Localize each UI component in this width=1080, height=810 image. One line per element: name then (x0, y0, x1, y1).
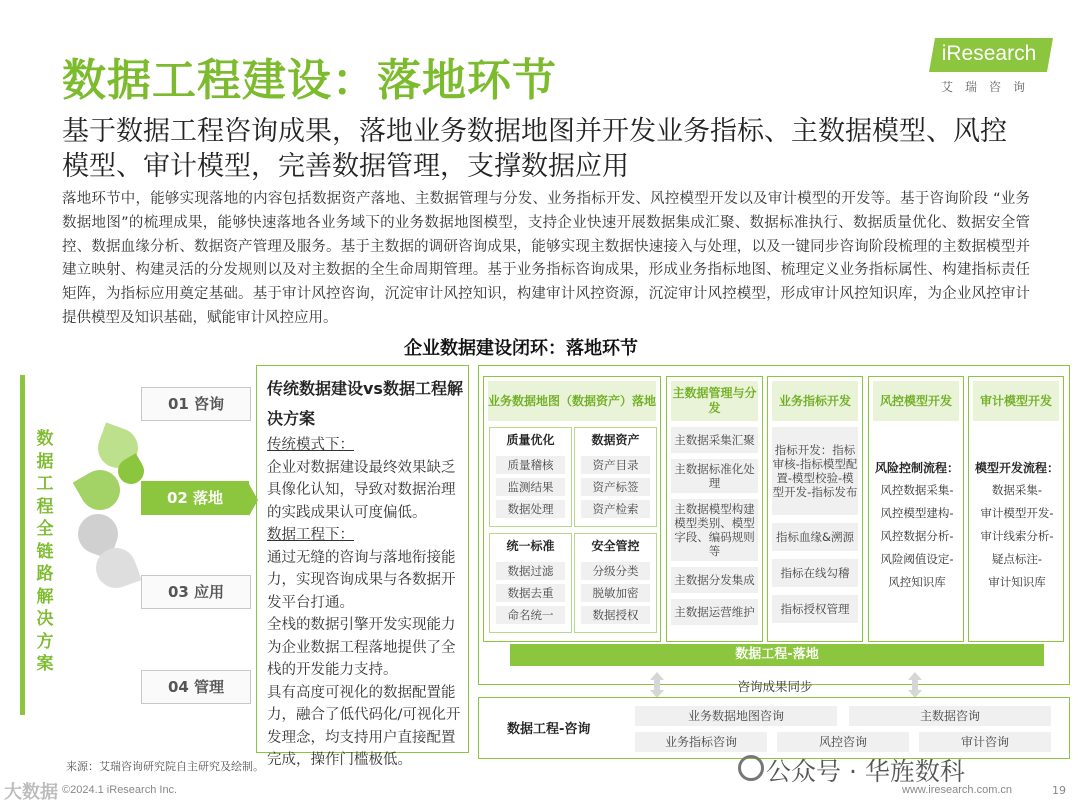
flow-step: 风控数据分析- (880, 529, 954, 543)
chip: 主数据分发集成 (671, 567, 758, 593)
column-audit (968, 376, 1064, 642)
chip: 数据授权 (581, 606, 650, 624)
watermark: 公众号 · 华旌数科 (766, 757, 965, 786)
chip: 质量稽核 (496, 456, 565, 474)
flow-step: 审计模型开发- (980, 506, 1054, 520)
column-head-metrics: 业务指标开发 (772, 381, 858, 421)
chip: 指标开发：指标审核-指标模型配置-模型校验-模型开发-指标发布 (772, 427, 858, 515)
group-head: 安全管控 (591, 539, 640, 553)
column-data-map (483, 376, 661, 642)
chip: 资产检索 (581, 500, 650, 518)
flow-step: 疑点标注- (991, 552, 1043, 566)
chip: 资产标签 (581, 478, 650, 496)
chip: 主数据运营维护 (671, 599, 758, 625)
group-assets (574, 427, 657, 527)
chip: 资产目录 (581, 456, 650, 474)
chip: 数据处理 (496, 500, 565, 518)
sync-label: 咨询成果同步 (737, 679, 813, 694)
step-management[interactable]: 04 管理 (141, 670, 251, 704)
consult-chip: 主数据咨询 (849, 706, 1051, 726)
consult-title: 数据工程-咨询 (507, 722, 591, 737)
side-vertical-label: 数据工程全链路解决方案 (36, 429, 54, 674)
chip: 指标授权管理 (772, 595, 858, 623)
copyright: ©2024.1 iResearch Inc. (62, 784, 178, 796)
audit-flow-title: 模型开发流程： (974, 461, 1059, 475)
watermark-left: 大数据 (4, 782, 58, 803)
panel-title: 传统数据建设vs数据工程解决方案 (267, 379, 463, 428)
iresearch-logo (926, 38, 1052, 98)
engineering-heading: 数据工程下： (267, 527, 354, 543)
logo-text: iResearch (941, 42, 1037, 65)
chip: 脱敏加密 (581, 584, 650, 602)
body-paragraph: 落地环节中，能够实现落地的内容包括数据资产落地、主数据管理与分发、业务指标开发、风控模型开发以及审计模型的开发等。基于咨询阶段 “业务数据地图”的梳理成果，能够快速落地各业务域下的业务数据地图模型，支持企业快速开展数据集成汇聚、数据标准执行、数据质量优化、数据安全管控、数据血缘分析、数据资产管理及服务。基于主数据的调研咨询成果，能够实现主数据快速接入与处理，以及一键同步咨询阶段梳理的主数据模型并建立映射、构建灵活的分发规则以及对主数据的全生命周期管理。基于业务指标咨询成果，形成业务指标地图、梳理定义业务指标属性、构建指标责任矩阵，为指标应用奠定基础。基于审计风控咨询，沉淀审计风控知识，构建审计风控资源，沉淀审计风控模型，形成审计风控知识库，为企业风控审计提供模型及知识基础，赋能审计风控应用。 (62, 191, 1030, 326)
traditional-heading: 传统模式下： (267, 437, 354, 453)
group-head: 质量优化 (506, 433, 555, 447)
chip: 分级分类 (581, 562, 650, 580)
group-head: 统一标准 (506, 539, 555, 553)
chip: 主数据模型构建模型类别、模型字段、编码规则等 (671, 499, 758, 561)
step-application[interactable]: 03 应用 (141, 575, 251, 609)
consult-chip: 业务数据地图咨询 (635, 706, 837, 726)
flow-step: 风险阈值设定- (880, 552, 954, 566)
consult-chip: 业务指标咨询 (635, 732, 767, 752)
chip: 命名统一 (496, 606, 565, 624)
group-head: 数据资产 (591, 433, 640, 447)
chip: 指标血缘&溯源 (772, 523, 858, 551)
wechat-icon (738, 755, 764, 781)
engineering-text-3: 具有高度可视化的数据配置能力，融合了低代码化/可视化开发理念，均支持用户直接配置完成，操作门槛极低。 (267, 684, 461, 768)
page-title: 数据工程建设：落地环节 (62, 55, 557, 106)
consult-box (478, 697, 1070, 759)
column-head-risk: 风控模型开发 (873, 381, 959, 421)
risk-flow-title: 风险控制流程： (874, 461, 959, 475)
chip: 监测结果 (496, 478, 565, 496)
comparison-panel (256, 365, 469, 768)
consult-chip: 风控咨询 (777, 732, 909, 752)
flow-step: 风控数据采集- (880, 483, 954, 497)
column-metrics (767, 376, 863, 642)
source-note: 来源：艾瑞咨询研究院自主研究及绘制。 (66, 760, 264, 773)
landing-diagram (478, 365, 1070, 685)
column-master-data (666, 376, 763, 642)
website: www.iresearch.com.cn (902, 784, 1013, 796)
chip: 主数据采集汇聚 (671, 427, 758, 453)
engineering-text-1: 通过无缝的咨询与落地衔接能力，实现咨询成果与各数据开发平台打通。 (267, 549, 456, 611)
engineering-text-2: 全栈的数据引擎开发实现能力为企业数据工程落地提供了全栈的开发能力支持。 (267, 617, 456, 678)
landing-bar: 数据工程-落地 (510, 644, 1044, 666)
step-consult[interactable]: 01 咨询 (141, 387, 251, 421)
flow-step: 审计知识库 (988, 575, 1046, 589)
flow-step: 审计线索分析- (980, 529, 1054, 543)
diagram-title: 企业数据建设闭环：落地环节 (404, 338, 638, 359)
chip: 数据去重 (496, 584, 565, 602)
column-head-master-data: 主数据管理与分发 (671, 381, 758, 421)
step-landing[interactable]: 02 落地 (141, 481, 249, 515)
flow-step: 风控知识库 (888, 575, 946, 589)
chip: 主数据标准化处理 (671, 459, 758, 493)
column-risk (868, 376, 964, 642)
group-security (574, 533, 657, 633)
flow-step: 数据采集- (991, 483, 1043, 497)
page-subtitle: 基于数据工程咨询成果，落地业务数据地图并开发业务指标、主数据模型、风控模型、审计模型，完善数据管理，支撑数据应用 (62, 116, 1007, 182)
flow-step: 风控模型建构- (880, 506, 954, 520)
group-standard (489, 533, 572, 633)
page-number: 19 (1052, 784, 1066, 797)
side-accent-bar (20, 375, 25, 715)
traditional-text: 企业对数据建设最终效果缺乏具像化认知，导致对数据治理的实践成果认可度偏低。 (267, 459, 456, 521)
group-quality (489, 427, 572, 527)
column-head-data-map: 业务数据地图（数据资产）落地 (488, 381, 656, 421)
chip: 指标在线勾稽 (772, 559, 858, 587)
consult-chip: 审计咨询 (919, 732, 1051, 752)
logo-subtitle: 艾瑞咨询 (940, 80, 1037, 94)
chip: 数据过滤 (496, 562, 565, 580)
column-head-audit: 审计模型开发 (973, 381, 1059, 421)
